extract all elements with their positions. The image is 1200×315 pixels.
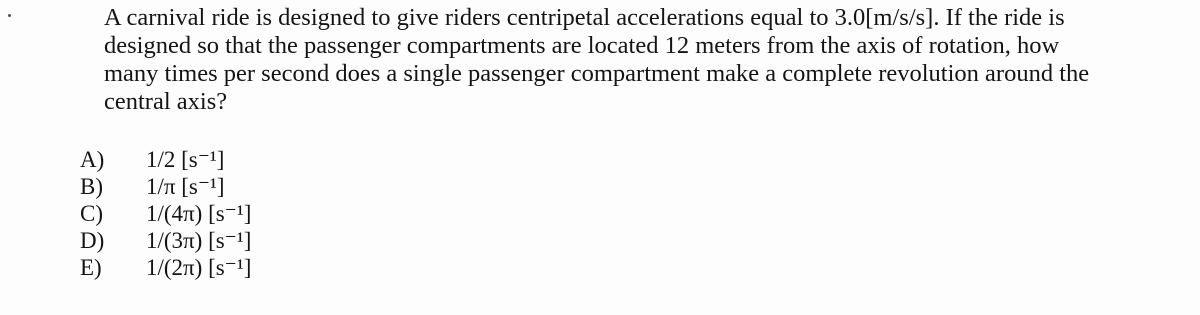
option-letter: C) [80, 201, 103, 226]
question-line-1: A carnival ride is designed to give riders centripetal accelerations equal to 3.0[m/s/s]. If the ride is [104, 4, 1065, 31]
option-text: 1/(3π) [s⁻¹] [146, 228, 252, 253]
scan-speck [8, 14, 11, 17]
option-letter: D) [80, 228, 105, 253]
option-text: 1/(4π) [s⁻¹] [146, 201, 252, 226]
option-c [80, 200, 251, 227]
option-text: 1/π [s⁻¹] [146, 174, 225, 199]
option-e [80, 254, 251, 281]
option-letter: E) [80, 255, 102, 280]
option-letter: A) [80, 147, 105, 172]
option-text: 1/2 [s⁻¹] [146, 147, 225, 172]
question-line-4: central axis? [104, 88, 228, 115]
option-text: 1/(2π) [s⁻¹] [146, 255, 252, 280]
answer-options [80, 146, 251, 281]
question-text [104, 4, 1174, 116]
option-a [80, 146, 251, 173]
question-line-3: many times per second does a single passenger compartment make a complete revolution around the [104, 60, 1090, 87]
option-b [80, 173, 251, 200]
option-letter: B) [80, 174, 103, 199]
option-d [80, 227, 251, 254]
question-line-2: designed so that the passenger compartments are located 12 meters from the axis of rotation, how [104, 32, 1060, 59]
